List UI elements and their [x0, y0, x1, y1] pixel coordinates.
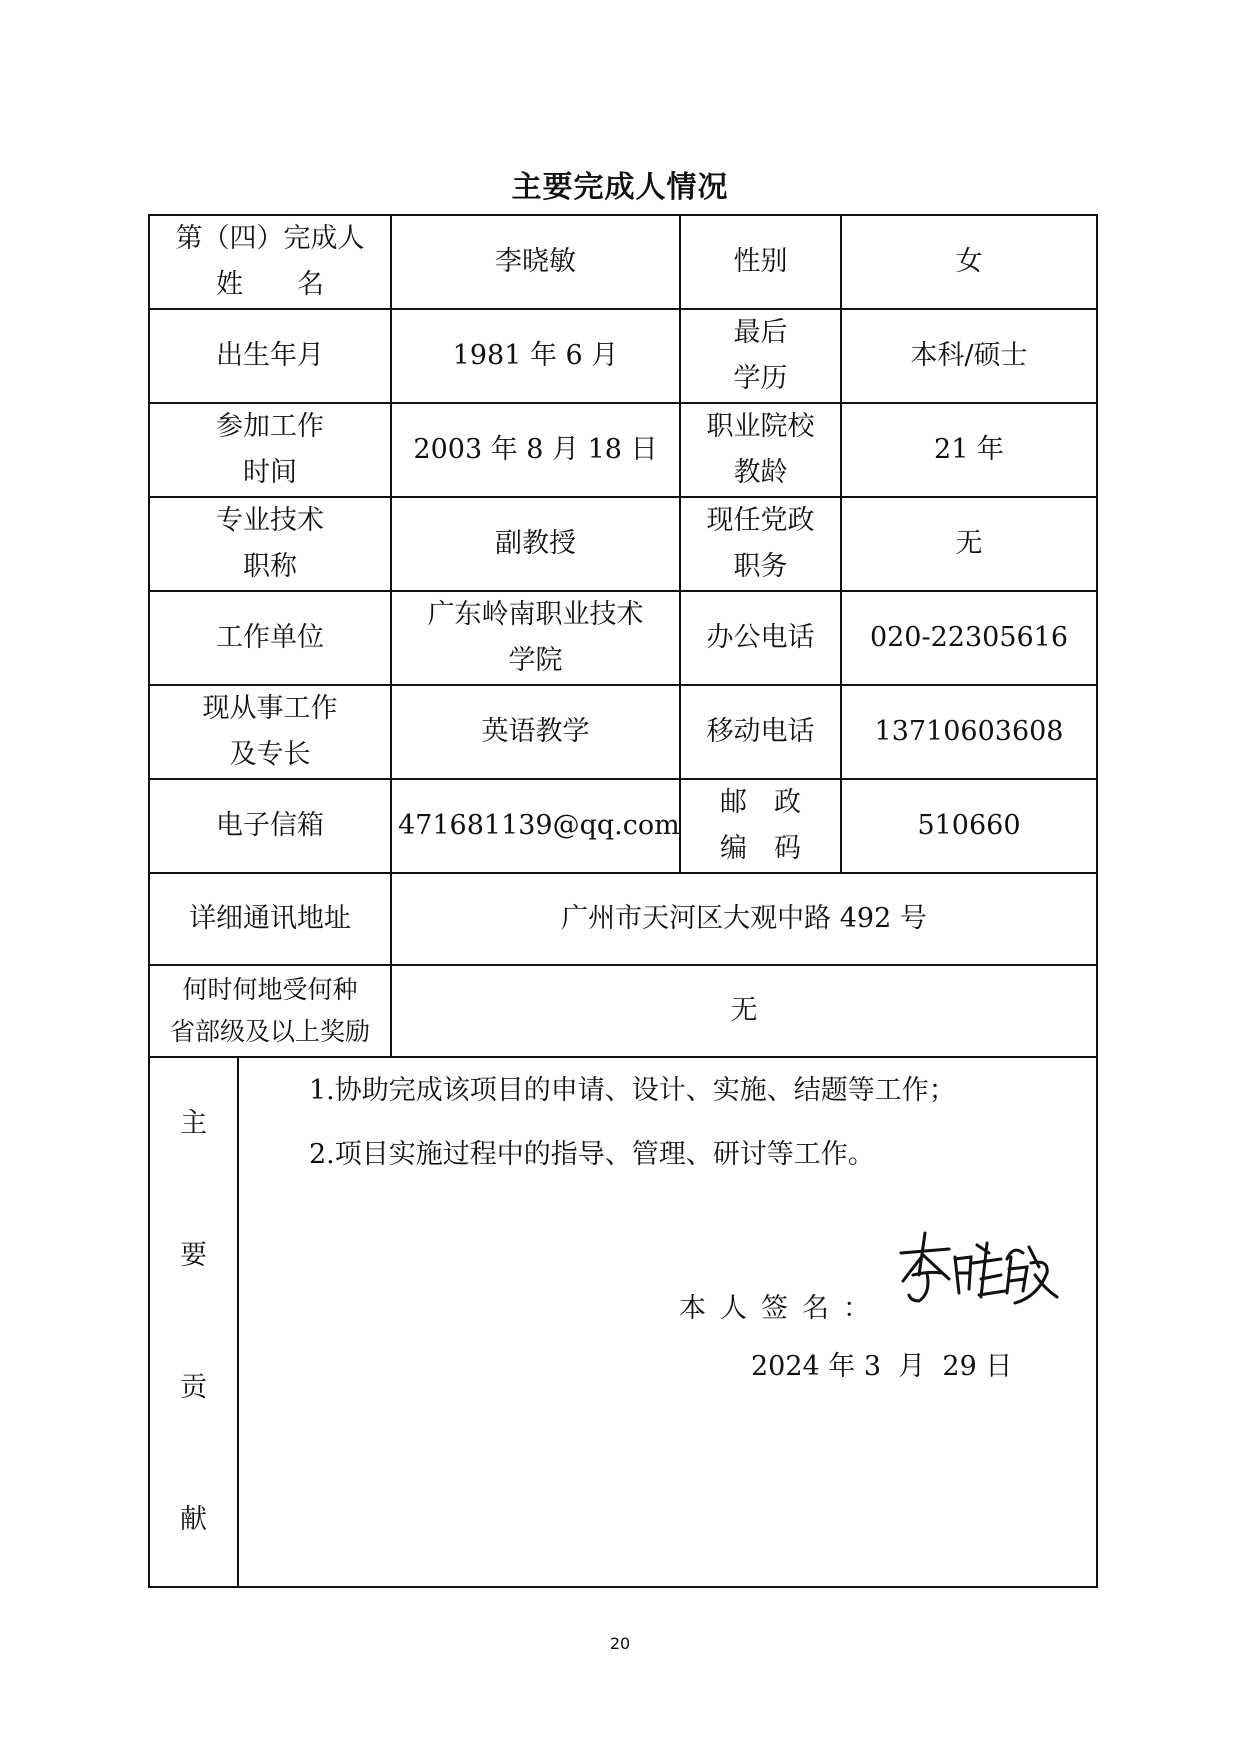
office-phone-label: 办公电话 — [680, 591, 841, 685]
row-name — [149, 215, 1097, 309]
row-work-start — [149, 403, 1097, 497]
row-email — [149, 779, 1097, 873]
row-title — [149, 497, 1097, 591]
education-label: 最后 学历 — [680, 309, 841, 403]
teaching-years-label: 职业院校 教龄 — [680, 403, 841, 497]
signature-date: 2024 年 3 月 29 日 — [751, 1351, 1013, 1382]
award-value: 无 — [391, 965, 1097, 1057]
current-work-label: 现从事工作 及专长 — [149, 685, 391, 779]
row-award — [149, 965, 1097, 1057]
page-number: 20 — [609, 1634, 631, 1653]
personal-info-table — [148, 214, 1098, 1588]
office-phone-value: 020-22305616 — [841, 591, 1097, 685]
address-value: 广州市天河区大观中路 492 号 — [391, 873, 1097, 965]
professional-title-label: 专业技术 职称 — [149, 497, 391, 591]
birth-label: 出生年月 — [149, 309, 391, 403]
birth-value: 1981 年 6 月 — [391, 309, 680, 403]
row-unit — [149, 591, 1097, 685]
handwritten-signature — [889, 1223, 1059, 1313]
postcode-value: 510660 — [841, 779, 1097, 873]
mobile-phone-value: 13710603608 — [841, 685, 1097, 779]
email-value: 471681139@qq.com — [391, 779, 680, 873]
gender-label: 性别 — [680, 215, 841, 309]
teaching-years-value: 21 年 — [841, 403, 1097, 497]
signature-label: 本人签名： — [679, 1293, 884, 1324]
contribution-content — [238, 1057, 1097, 1587]
award-label: 何时何地受何种 省部级及以上奖励 — [149, 965, 391, 1057]
work-start-value: 2003 年 8 月 18 日 — [391, 403, 680, 497]
contribution-item-1: 1.协助完成该项目的申请、设计、实施、结题等工作； — [309, 1075, 956, 1106]
postcode-label: 邮 政 编 码 — [680, 779, 841, 873]
work-unit-label: 工作单位 — [149, 591, 391, 685]
work-unit-value: 广东岭南职业技术 学院 — [391, 591, 680, 685]
row-contribution — [149, 1057, 1097, 1587]
work-start-label: 参加工作 时间 — [149, 403, 391, 497]
gender-value: 女 — [841, 215, 1097, 309]
party-position-value: 无 — [841, 497, 1097, 591]
row-birth — [149, 309, 1097, 403]
mobile-phone-label: 移动电话 — [680, 685, 841, 779]
contribution-item-2: 2.项目实施过程中的指导、管理、研讨等工作。 — [309, 1139, 875, 1170]
row-address — [149, 873, 1097, 965]
page-title: 主要完成人情况 — [511, 170, 729, 205]
address-label: 详细通讯地址 — [149, 873, 391, 965]
professional-title-value: 副教授 — [391, 497, 680, 591]
name-label: 第（四）完成人 姓 名 — [149, 215, 391, 309]
email-label: 电子信箱 — [149, 779, 391, 873]
education-value: 本科/硕士 — [841, 309, 1097, 403]
row-work — [149, 685, 1097, 779]
current-work-value: 英语教学 — [391, 685, 680, 779]
party-position-label: 现任党政 职务 — [680, 497, 841, 591]
name-value: 李晓敏 — [391, 215, 680, 309]
contribution-label: 主 要 贡 献 — [149, 1057, 238, 1587]
